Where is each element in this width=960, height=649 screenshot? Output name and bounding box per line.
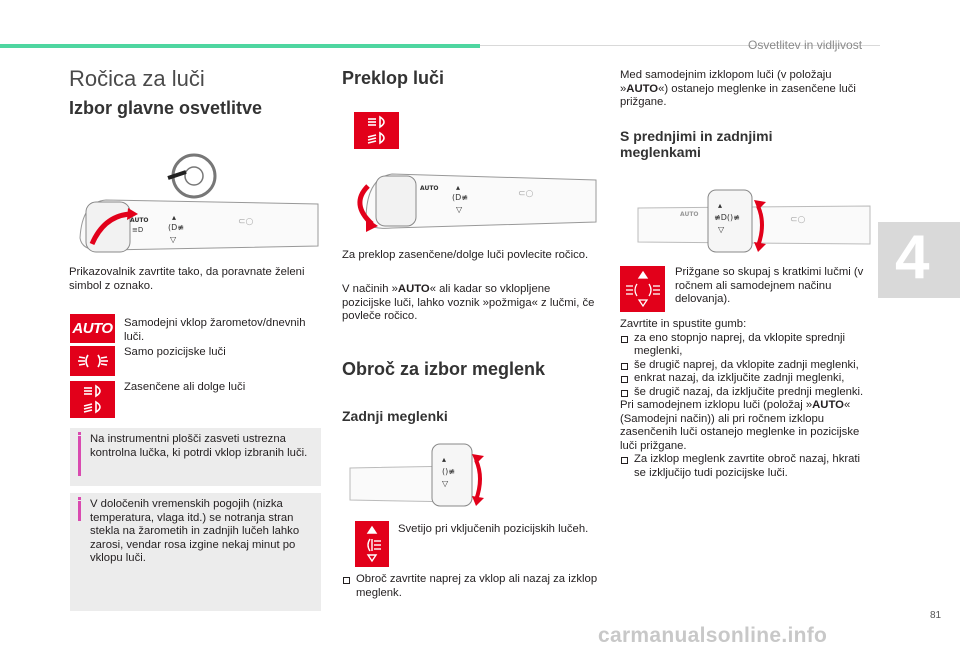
front-rear-icon-text: Prižgane so skupaj s kratkimi lučmi (v ročnem ali samodejnem načinu delovanja). xyxy=(675,266,864,305)
position-lights-icon xyxy=(70,346,115,376)
svg-text:▴: ▴ xyxy=(442,455,447,464)
svg-text:⊂○: ⊂○ xyxy=(238,217,254,227)
switch-text: Za preklop zasenčene/dolge luči povlecite ročico. xyxy=(342,249,589,261)
svg-text:(D≢: (D≢ xyxy=(452,193,468,202)
svg-text:▴: ▴ xyxy=(456,183,461,192)
watermark: carmanualsonline.info xyxy=(598,624,828,647)
auto-off-intro: Med samodejnim izklopom luči (v položaju »AUTO«) ostanejo meglenke in zasenčene luči prižgane. xyxy=(620,69,856,108)
fog-ring-illustration xyxy=(342,440,598,510)
svg-text:▽: ▽ xyxy=(442,479,449,488)
svg-text:(D≢: (D≢ xyxy=(168,223,184,232)
auto-label: AUTO xyxy=(72,320,113,337)
list-item: enkrat nazaj, da izključite zadnji meglenki, xyxy=(620,372,868,386)
fog-off-list xyxy=(620,453,868,480)
low-high-beam-icon xyxy=(70,381,115,418)
front-rear-fog-heading: S prednjimi in zadnjimi meglenkami xyxy=(620,128,773,160)
mode-auto-text: Samodejni vklop žarometov/dnevnih luči. xyxy=(124,317,306,343)
info-icon xyxy=(78,432,81,435)
list-item: Za izklop meglenk zavrtite obroč nazaj, hkrati se izključijo tudi pozicijske luči. xyxy=(620,453,868,480)
note-1-text: Na instrumentni plošči zasveti ustrezna kontrolna lučka, ki potrdi vklop izbranih luči. xyxy=(90,433,308,459)
turn-instructions: Zavrtite in spustite gumb: za eno stopnjo naprej, da vklopite sprednji meglenki, še drugič naprej, da vklopite zadnji meglenki, enkrat nazaj, da izključite zadnji meglenki, še drugič nazaj, da izključite prednji meglenki. Pri samodejnem izklopu luči (položaj »AUTO« (Samodejni način)) ali pri ročnem izklopu zasenčenih luči ostanejo meglenke in pozicijske luči prižgane. Za izklop meglenk zavrtite obroč nazaj, hkrati se izključijo tudi pozicijske luči. xyxy=(620,318,868,480)
svg-text:▽: ▽ xyxy=(718,225,725,234)
svg-text:AUTO: AUTO xyxy=(130,217,149,224)
mode-beam-text: Zasenčene ali dolge luči xyxy=(124,381,246,393)
rear-fog-icon xyxy=(355,521,389,567)
svg-text:≡D: ≡D xyxy=(132,226,144,234)
svg-text:⊂○: ⊂○ xyxy=(518,189,534,199)
section-title: Osvetlitev in vidljivost xyxy=(748,38,863,52)
svg-text:▴: ▴ xyxy=(172,213,177,222)
main-lighting-heading: Izbor glavne osvetlitve xyxy=(69,98,263,118)
header-accent-bar xyxy=(0,44,480,48)
fog-ring-heading: Obroč za izbor meglenk xyxy=(342,359,546,379)
rear-fog-list xyxy=(342,573,598,600)
rear-fog-heading: Zadnji meglenki xyxy=(342,408,448,424)
svg-text:AUTO: AUTO xyxy=(680,211,699,218)
info-note-2 xyxy=(70,493,321,611)
list-item: za eno stopnjo naprej, da vklopite sprednji meglenki, xyxy=(620,332,868,359)
auto-off-paragraph: Pri samodejnem izklopu luči (položaj »AUTO« (Samodejni način)) ali pri ročnem izklopu zasenčenih luči ostanejo meglenke in pozicijske luči prižgane. xyxy=(620,399,860,452)
front-rear-fog-icon xyxy=(620,266,665,312)
mode-position-text: Samo pozicijske luči xyxy=(124,346,226,358)
auto-word: AUTO xyxy=(626,82,659,95)
list-item: Obroč zavrtite naprej za vklop ali nazaj za izklop meglenk. xyxy=(342,573,598,600)
info-icon xyxy=(78,497,81,500)
instruction-text: Prikazovalnik zavrtite tako, da poravnate želeni simbol z oznako. xyxy=(69,266,305,292)
svg-text:()≢: ()≢ xyxy=(442,467,455,476)
auto-word: AUTO xyxy=(812,399,844,411)
svg-text:AUTO: AUTO xyxy=(420,185,439,192)
list-item: še drugič nazaj, da izključite prednji meglenki. xyxy=(620,386,868,400)
auto-flash-text: V načinih »AUTO« ali kadar so vklopljene pozicijske luči, lahko voznik »požmiga« z lučmi, če povleče ročico. xyxy=(342,283,595,322)
rear-fog-icon-text: Svetijo pri vključenih pozicijskih lučeh. xyxy=(398,523,589,535)
svg-text:▽: ▽ xyxy=(456,205,463,214)
stalk-pull-illustration xyxy=(342,160,598,238)
note-2-text: V določenih vremenskih pogojih (nizka temperatura, vlaga itd.) se notranja stran stekla na žarometih in zadnjih lučeh lahko zarosi, vendar rosa izgine nekaj minut po vklopu luči. xyxy=(90,498,300,564)
list-item: še drugič naprej, da vklopite zadnji meglenki, xyxy=(620,359,868,373)
headlamp-switch-heading: Preklop luči xyxy=(342,68,445,88)
flash-beam-icon xyxy=(354,112,399,149)
svg-text:⊂○: ⊂○ xyxy=(790,215,806,225)
info-note-1 xyxy=(70,428,321,486)
page-number: 81 xyxy=(930,610,942,621)
svg-text:▴: ▴ xyxy=(718,201,723,210)
fog-steps-list xyxy=(620,332,868,400)
chapter-number: 4 xyxy=(895,223,930,292)
front-rear-fog-illustration xyxy=(620,186,872,258)
page-title: Ročica za luči xyxy=(69,66,205,91)
svg-text:≢D()≢: ≢D()≢ xyxy=(714,213,740,222)
svg-text:▽: ▽ xyxy=(170,235,177,244)
auto-word: AUTO xyxy=(397,283,430,295)
lighting-stalk-illustration xyxy=(70,150,322,262)
auto-icon xyxy=(70,314,115,343)
